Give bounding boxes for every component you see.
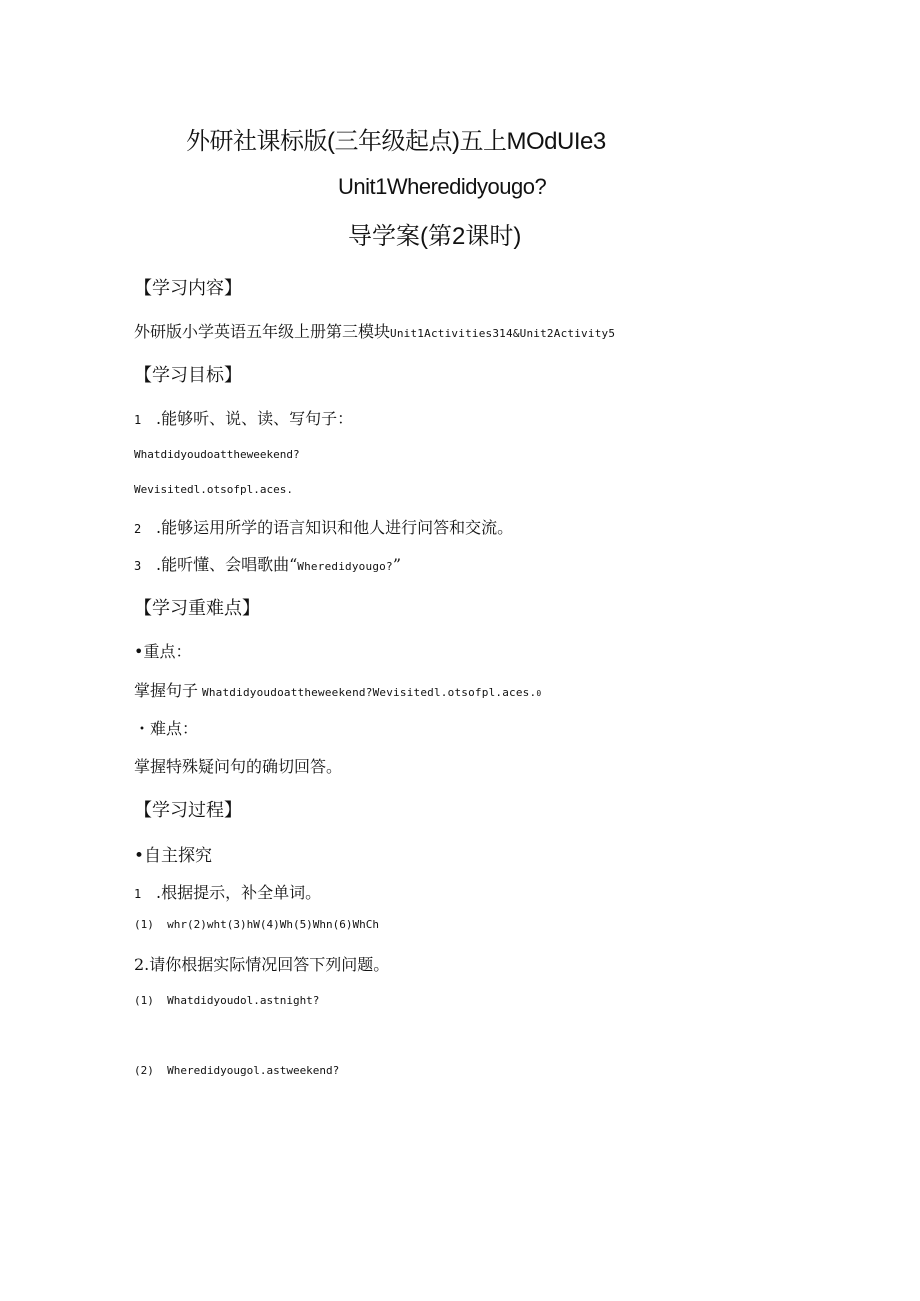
difficult-point-text: 掌握特殊疑问句的确切回答。 <box>134 757 343 776</box>
document-subtitle: Unit1Wheredidyougo? <box>338 174 547 199</box>
goal-2-text: .能够运用所学的语言知识和他人进行问答和交流。 <box>156 518 514 537</box>
heading-learning-process: 【学习过程】 <box>134 800 242 821</box>
task-1-text: .根据提示，补全单词。 <box>156 883 322 902</box>
goal-3-quote-end: ” <box>392 555 401 574</box>
key-point-en: Whatdidyoudoattheweekend?Wevisitedl.otsofpl.aces. <box>202 686 537 699</box>
learning-content-cn: 外研版小学英语五年级上册第三模块 <box>134 322 391 341</box>
goal-2-number: 2 <box>134 522 142 536</box>
goal-2 <box>134 515 513 538</box>
key-point-line <box>134 678 541 701</box>
question-1: (1) Whatdidyoudol.astnight? <box>134 994 320 1007</box>
heading-learning-goals: 【学习目标】 <box>134 365 242 386</box>
learning-content-en: Unit1Activities314&Unit2Activity5 <box>390 327 616 340</box>
goal-1-number: 1 <box>134 413 142 427</box>
heading-learning-content: 【学习内容】 <box>134 278 242 299</box>
goal-3 <box>134 552 401 575</box>
goal-1-sentence-2: Wevisitedl.otsofpl.aces. <box>134 483 293 496</box>
goal-1-sentence-1: Whatdidyoudoattheweekend? <box>134 448 300 461</box>
heading-key-points: 【学习重难点】 <box>134 598 260 619</box>
goal-1 <box>134 406 353 429</box>
question-2: (2) Wheredidyougol.astweekend? <box>134 1064 340 1077</box>
document-title: 外研社课标版(三年级起点)五上MOdUIe3 <box>186 128 606 155</box>
task-2: 2.请你根据实际情况回答下列问题。 <box>134 955 390 974</box>
task-1-number: 1 <box>134 887 142 901</box>
goal-3-number: 3 <box>134 559 142 573</box>
key-point-end: 0 <box>536 689 542 698</box>
goal-1-text: .能够听、说、读、写句子： <box>156 409 354 428</box>
key-point-cn: 掌握句子 <box>134 681 199 700</box>
learning-content-line <box>134 319 615 342</box>
goal-3-song-title: Wheredidyougo? <box>297 560 393 573</box>
self-study-label: •自主探究 <box>134 846 213 866</box>
difficult-point-label: ・难点： <box>134 719 199 738</box>
key-point-label: •重点： <box>134 642 192 661</box>
document-lesson-title: 导学案(第2课时) <box>348 223 522 250</box>
task-1 <box>134 880 321 903</box>
task-1-words: (1) whr(2)wht(3)hW(4)Wh(5)Whn(6)WhCh <box>134 918 380 931</box>
goal-3-text: .能听懂、会唱歌曲“ <box>156 555 298 574</box>
